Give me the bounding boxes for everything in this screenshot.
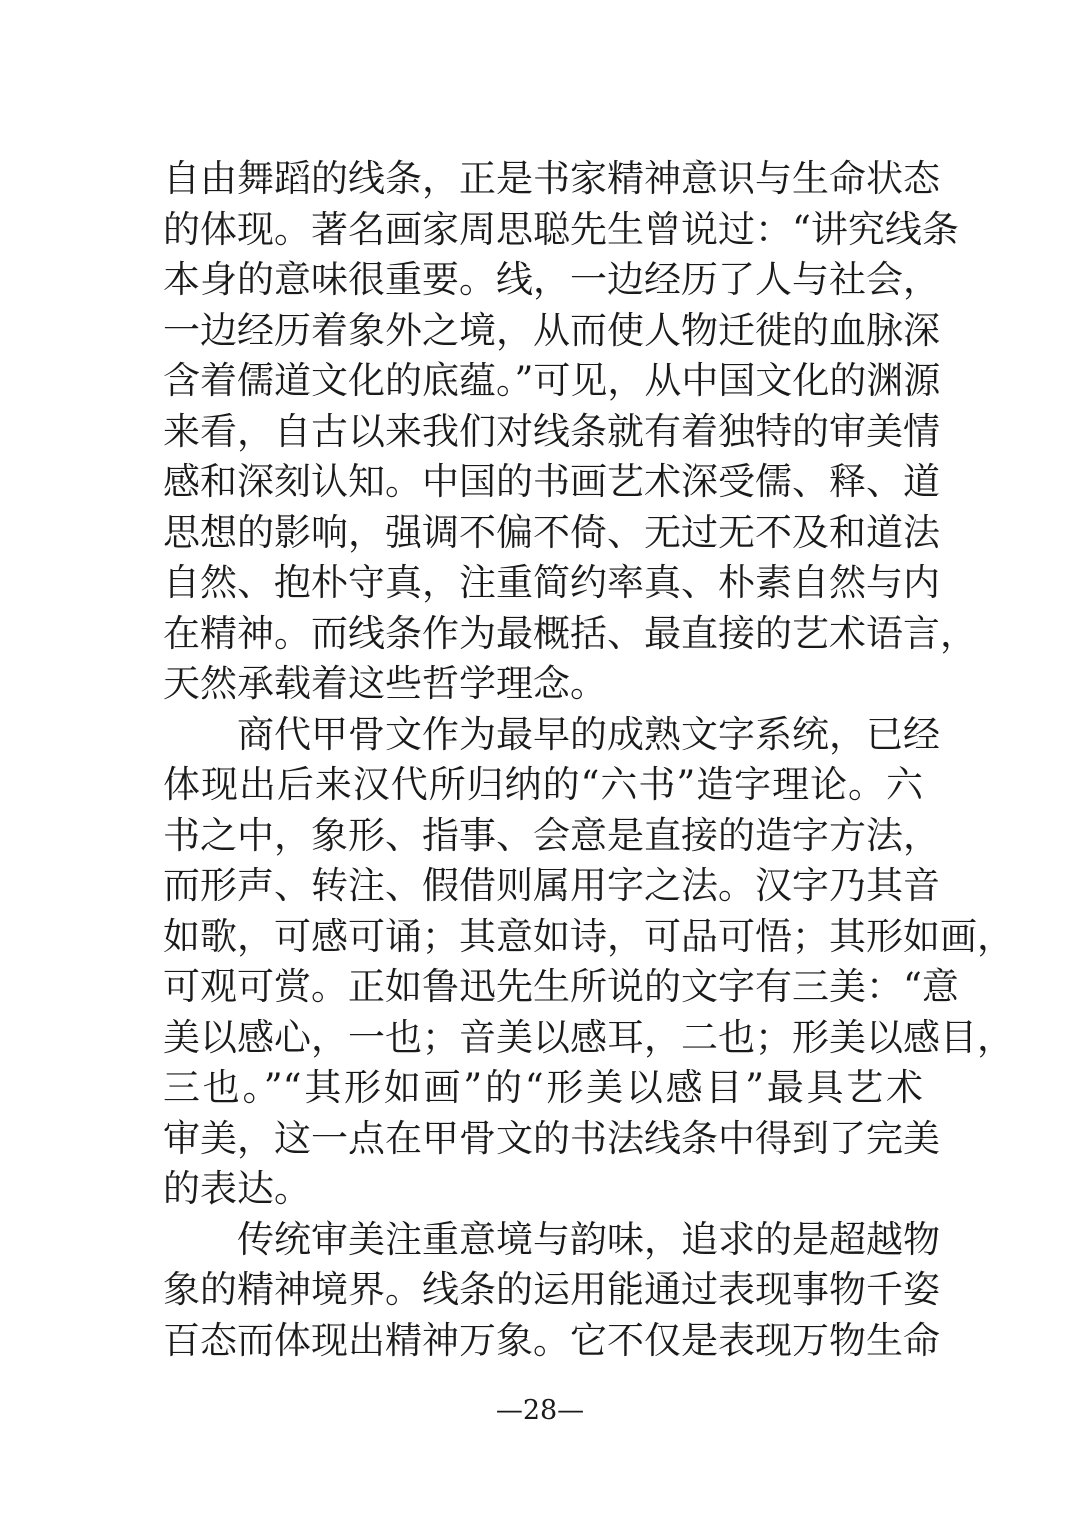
text-line: 象的精神境界。线条的运用能通过表现事物千姿 [163,1268,940,1311]
text-line: 本身的意味很重要。线，一边经历了人与社会， [163,258,940,301]
text-line: 来看，自古以来我们对线条就有着独特的审美情 [163,409,940,453]
body-text [163,154,1014,1366]
text-line: 审美，这一点在甲骨文的书法线条中得到了完美 [163,1116,940,1160]
page-number: —28— [495,1395,585,1426]
text-line: 而形声、转注、假借则属用字之法。汉字乃其音 [163,864,940,907]
text-line: 美以感心，一也；音美以感耳，二也；形美以感目， [163,1015,1014,1059]
text-line: 商代甲骨文作为最早的成熟文字系统，已经 [237,712,940,756]
text-line: 天然承载着这些哲学理念。 [163,662,607,705]
text-line: 的表达。 [163,1167,311,1210]
text-line: 的体现。著名画家周思聪先生曾说过：“讲究线条 [163,207,959,251]
text-line: 百态而体现出精神万象。它不仅是表现万物生命 [163,1318,940,1362]
text-line: 在精神。而线条作为最概括、最直接的艺术语言， [163,611,977,655]
text-line: 三也。”“其形如画”的“形美以感目”最具艺术 [163,1066,923,1109]
text-line: 思想的影响，强调不偏不倚、无过无不及和道法 [163,510,940,554]
text-line: 含着儒道文化的底蕴。”可见，从中国文化的渊源 [163,359,941,402]
text-line: 书之中，象形、指事、会意是直接的造字方法， [163,813,940,857]
text-line: 可观可赏。正如鲁迅先生所说的文字有三美：“意 [163,965,959,1008]
text-line: 体现出后来汉代所归纳的“六书”造字理论。六 [163,763,923,806]
text-line: 如歌，可感可诵；其意如诗，可品可悟；其形如画， [163,914,1014,958]
text-line: 自然、抱朴守真，注重简约率真、朴素自然与内 [163,561,940,604]
text-line: 一边经历着象外之境，从而使人物迁徙的血脉深 [163,308,940,352]
text-line: 自由舞蹈的线条，正是书家精神意识与生命状态 [163,157,940,200]
text-line: 传统审美注重意境与韵味，追求的是超越物 [237,1217,940,1261]
text-line: 感和深刻认知。中国的书画艺术深受儒、释、道 [163,460,940,503]
